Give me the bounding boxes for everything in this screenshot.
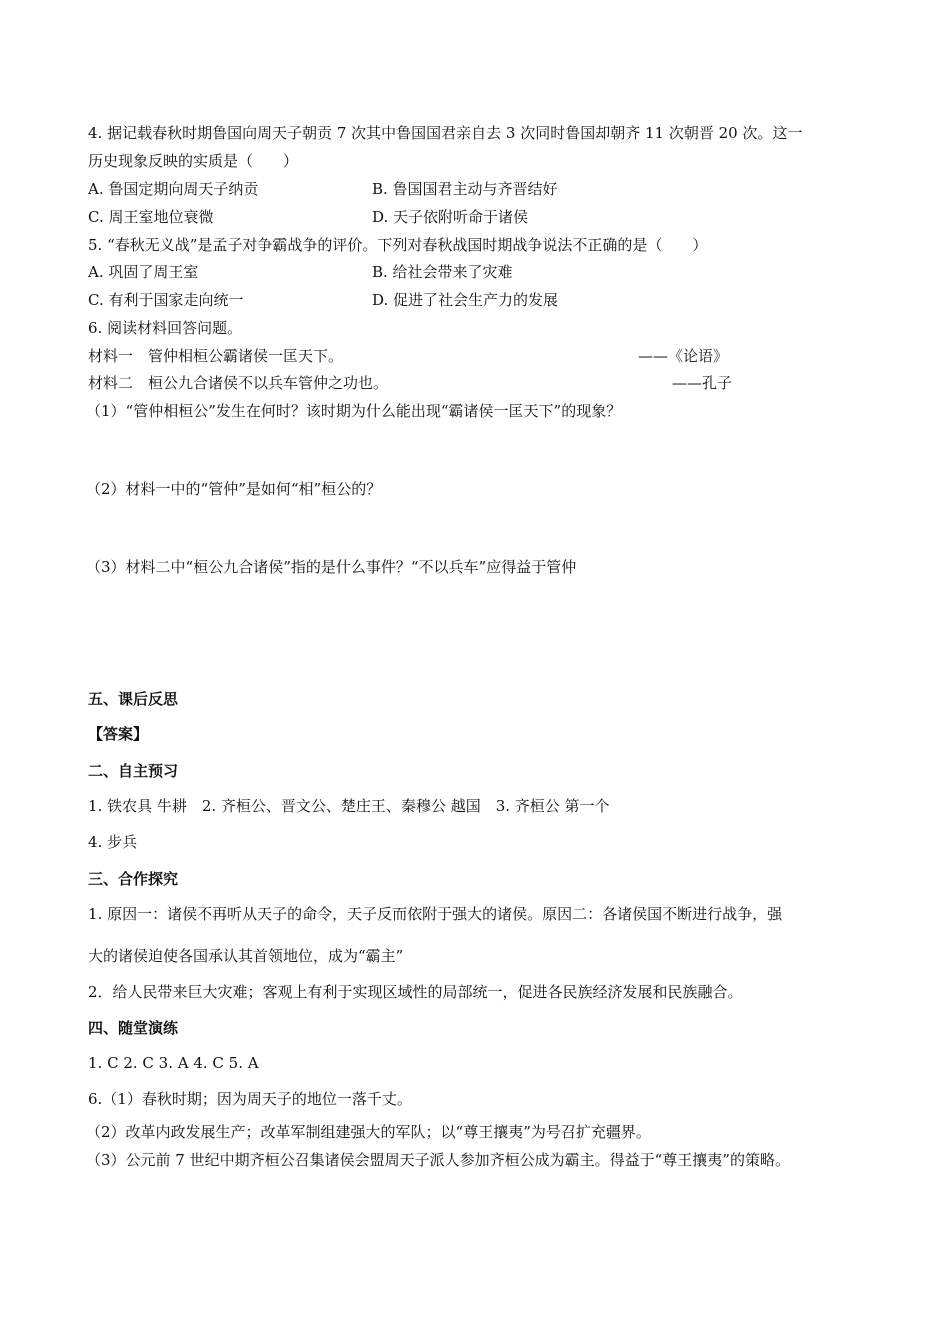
- q4-option-a: A. 鲁国定期向周天子纳贡: [88, 180, 259, 198]
- q5-stem: 5. “春秋无义战”是孟子对争霸战争的评价。下列对春秋战国时期战争说法不正确的是（ ）: [88, 236, 708, 254]
- q6-material2: 材料二 桓公九合诸侯不以兵车管仲之功也。: [88, 374, 389, 392]
- answers-section2-heading: 二、自主预习: [88, 762, 179, 780]
- q5-option-d: D. 促进了社会生产力的发展: [372, 291, 559, 309]
- q6-subquestion-1: （1）“管仲相桓公”发生在何时？该时期为什么能出现“霸诸侯一匡天下”的现象？: [86, 402, 622, 420]
- q6-material1: 材料一 管仲相桓公霸诸侯一匡天下。: [88, 347, 344, 365]
- answers-section2-line2: 4. 步兵: [88, 833, 138, 851]
- answers-section4-q6-3: （3）公元前 7 世纪中期齐桓公召集诸侯会盟周天子派人参加齐桓公成为霸主。得益于“尊王攘夷”的策略。: [86, 1151, 790, 1169]
- q4-option-c: C. 周王室地位衰微: [88, 208, 214, 226]
- q6-subquestion-2: （2）材料一中的“管仲”是如何“相”桓公的？: [86, 480, 382, 498]
- q5-option-a: A. 巩固了周王室: [88, 263, 199, 281]
- answers-section3-item1-line1: 1. 原因一：诸侯不再听从天子的命令，天子反而依附于强大的诸侯。原因二：各诸侯国不断进行战争，强: [88, 905, 783, 923]
- q4-option-b: B. 鲁国国君主动与齐晋结好: [372, 180, 558, 198]
- q6-subquestion-3: （3）材料二中“桓公九合诸侯”指的是什么事件？“不以兵车”应得益于管仲: [86, 558, 577, 576]
- answers-section2-line1: 1. 铁农具 牛耕 2. 齐桓公、晋文公、楚庄王、秦穆公 越国 3. 齐桓公 第一个: [88, 797, 610, 815]
- q4-stem-line2: 历史现象反映的实质是（ ）: [88, 152, 299, 170]
- answers-section4-q6-1: 6.（1）春秋时期；因为周天子的地位一落千丈。: [88, 1090, 412, 1108]
- q4-stem-line1: 4. 据记载春秋时期鲁国向周天子朝贡 7 次其中鲁国国君亲自去 3 次同时鲁国却朝齐 11 次朝晋 20 次。这一: [88, 124, 803, 142]
- q6-material1-source: ——《论语》: [638, 347, 729, 365]
- q5-option-c: C. 有利于国家走向统一: [88, 291, 244, 309]
- answers-section4-heading: 四、随堂演练: [88, 1019, 179, 1037]
- answers-heading: 【答案】: [88, 725, 149, 743]
- answers-section4-line1: 1. C 2. C 3. A 4. C 5. A: [88, 1054, 259, 1072]
- q5-option-b: B. 给社会带来了灾难: [372, 263, 513, 281]
- answers-section3-item2: 2．给人民带来巨大灾难；客观上有利于实现区域性的局部统一，促进各民族经济发展和民族融合。: [88, 983, 743, 1001]
- q4-option-d: D. 天子依附听命于诸侯: [372, 208, 529, 226]
- answers-section3-item1-line2: 大的诸侯迫使各国承认其首领地位，成为“霸主”: [88, 947, 404, 965]
- answers-section3-heading: 三、合作探究: [88, 870, 179, 888]
- answers-section4-q6-2: （2）改革内政发展生产；改革军制组建强大的军队；以“尊王攘夷”为号召扩充疆界。: [86, 1123, 651, 1141]
- reflection-heading: 五、课后反思: [88, 690, 179, 708]
- q6-material2-source: ——孔子: [672, 374, 733, 392]
- q6-stem: 6. 阅读材料回答问题。: [88, 319, 243, 337]
